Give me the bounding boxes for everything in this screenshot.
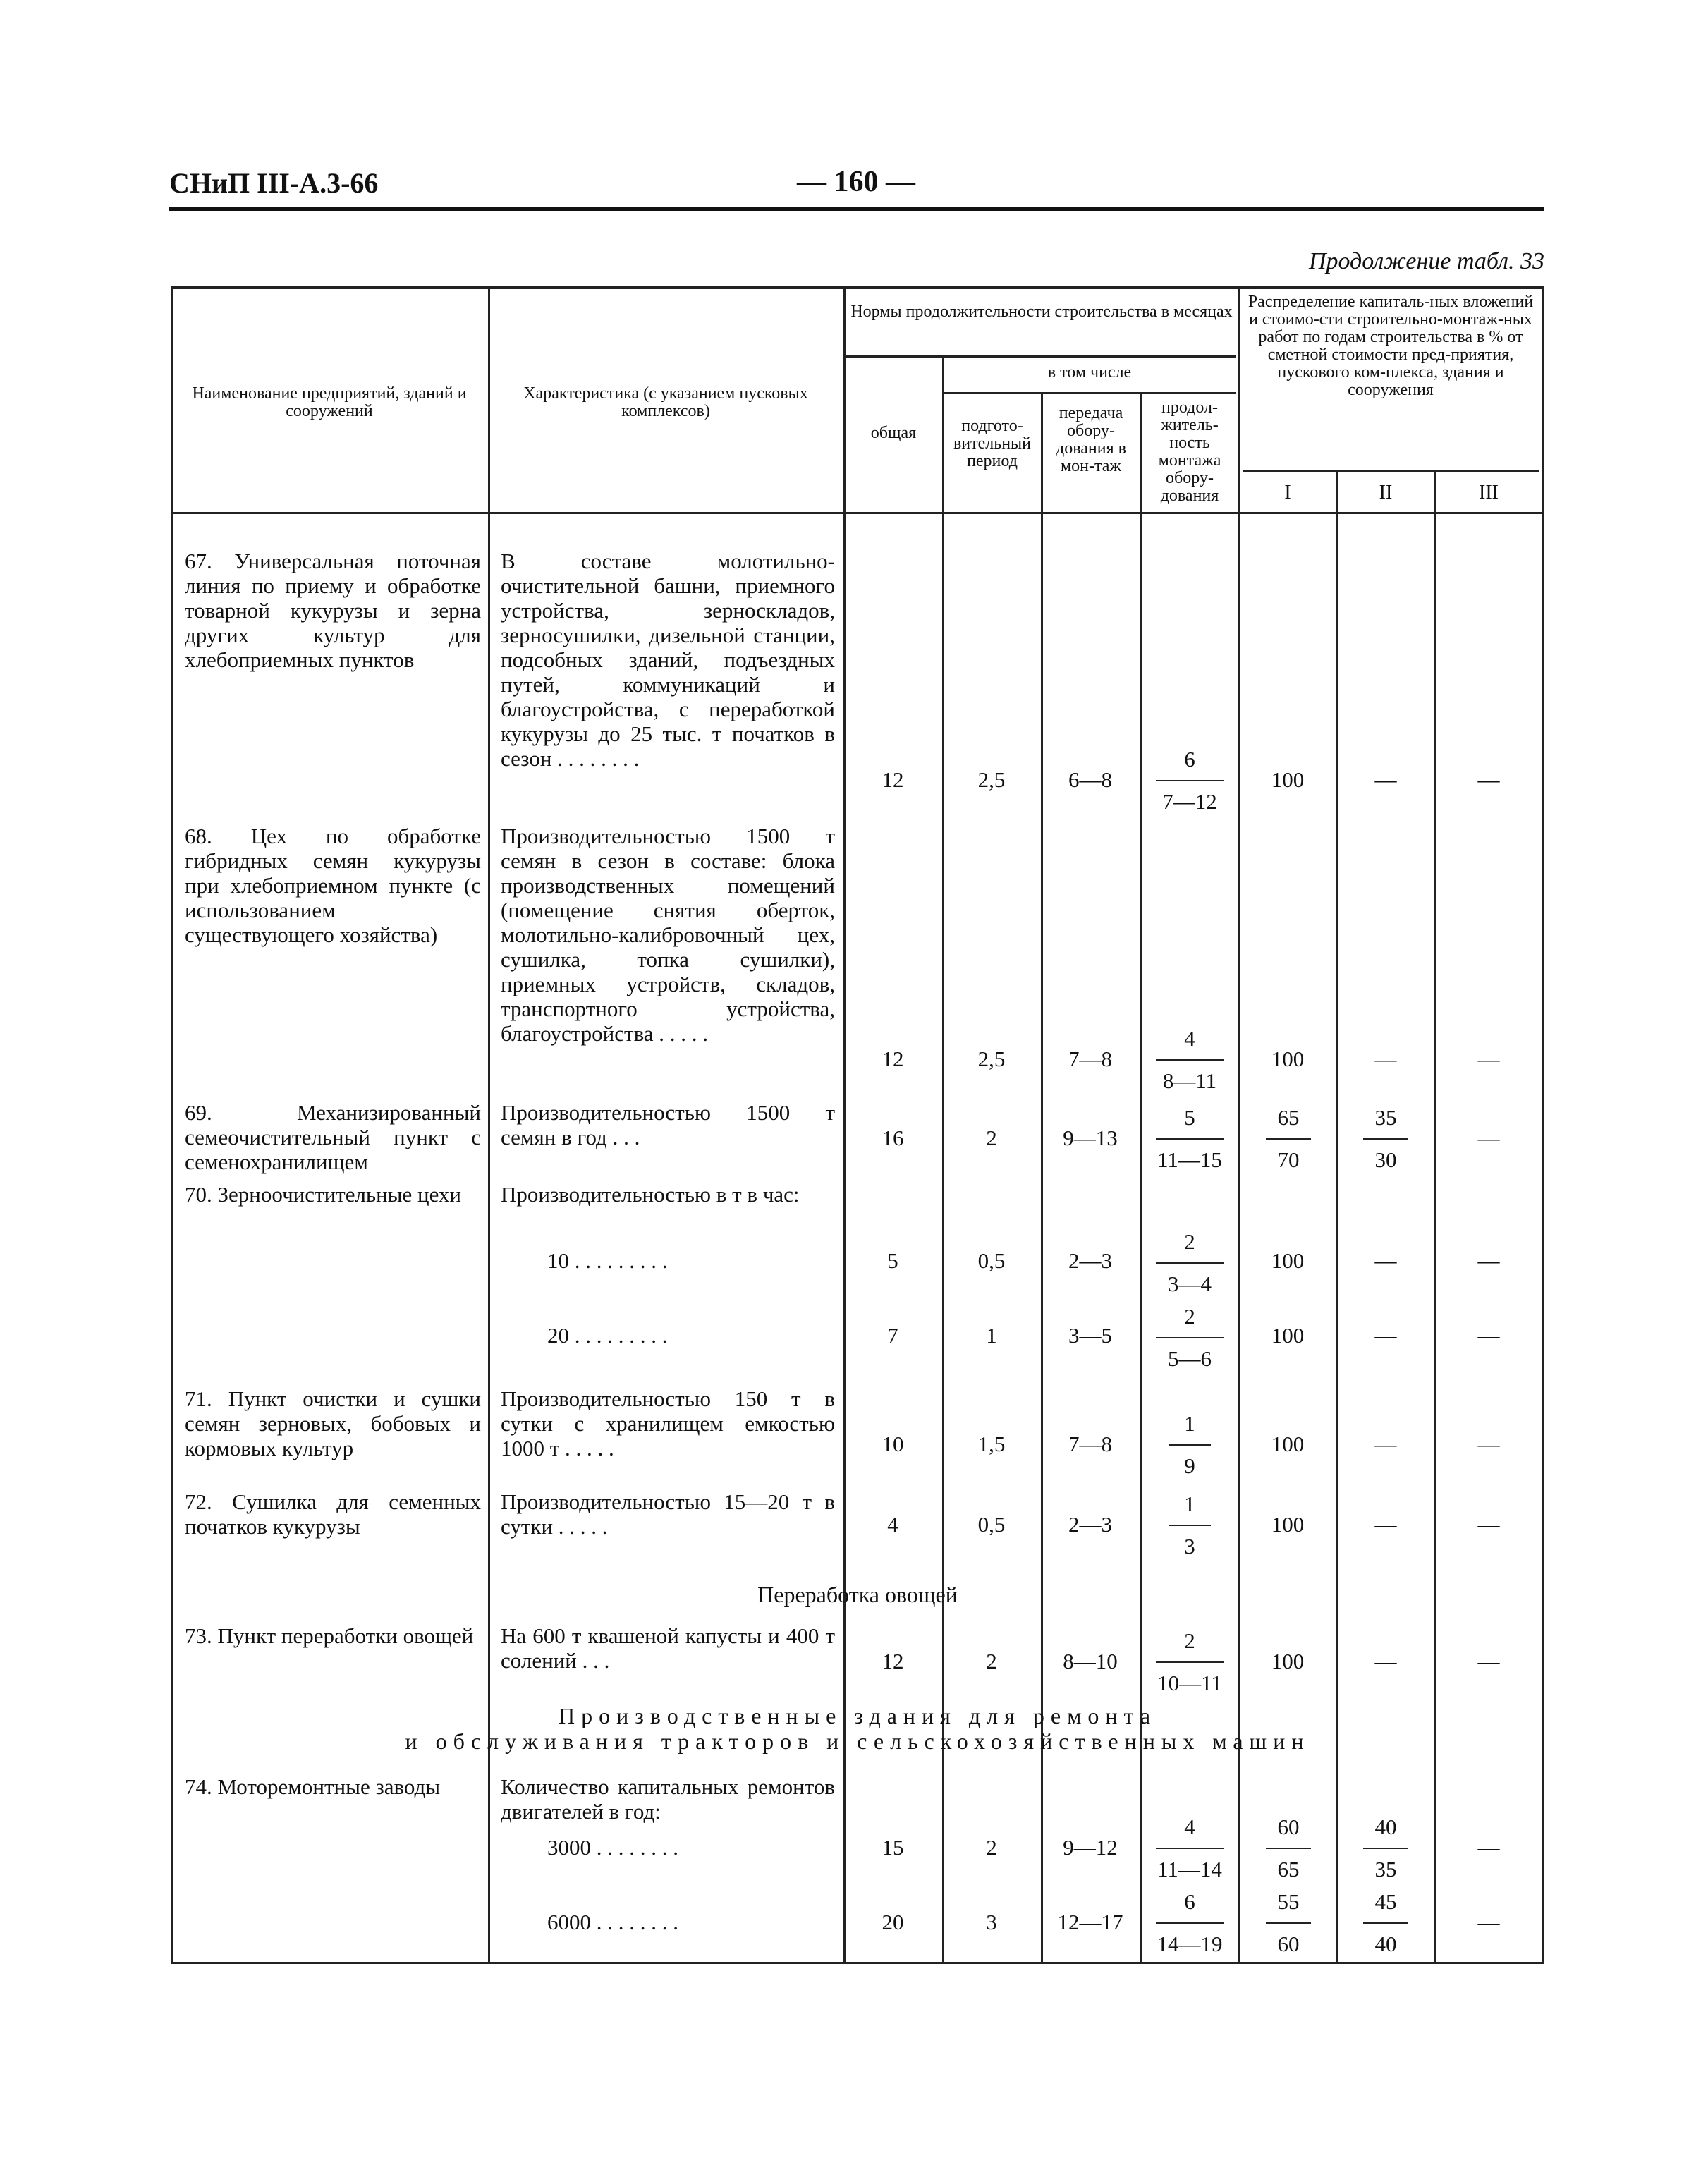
header-transfer: передача обору-дования в мон-таж xyxy=(1056,404,1126,475)
row-74a-year-2-top: 40 xyxy=(1374,1815,1397,1839)
row-69-prep: 2 xyxy=(986,1126,997,1150)
row-72-transfer: 2—3 xyxy=(1068,1512,1112,1537)
row-71-year-3: — xyxy=(1477,1432,1500,1456)
fraction-bar xyxy=(1266,1848,1311,1849)
row-67-mount-bottom: 7—12 xyxy=(1162,789,1217,814)
table-bottom-rule xyxy=(171,1962,1544,1964)
row-69-year-2 xyxy=(1347,1106,1425,1172)
row-74a-transfer: 9—12 xyxy=(1063,1835,1118,1860)
row-69-year-1-top: 65 xyxy=(1277,1105,1300,1130)
row-69-mount-top: 5 xyxy=(1184,1105,1195,1130)
header-norms: Нормы продолжительности строительства в месяцах xyxy=(850,303,1233,321)
row-74b-transfer: 12—17 xyxy=(1057,1910,1123,1934)
fraction-bar xyxy=(1363,1138,1408,1140)
page-number: — 160 — xyxy=(797,166,915,198)
fraction-bar xyxy=(1169,1444,1211,1446)
row-68-total: 12 xyxy=(882,1047,904,1071)
row-74b-total: 20 xyxy=(882,1910,904,1934)
table-continuation: Продолжение табл. 33 xyxy=(1308,248,1544,274)
col-sep xyxy=(1140,394,1142,512)
row-70-characteristic: Производительностью в т в час: xyxy=(501,1182,800,1207)
row-67-year-2: — xyxy=(1374,767,1397,792)
row-73-year-1: 100 xyxy=(1271,1649,1305,1673)
row-69-year-1 xyxy=(1250,1106,1327,1172)
row-70a-mount-top: 2 xyxy=(1184,1229,1195,1254)
row-74a-total: 15 xyxy=(882,1835,904,1860)
fraction-bar xyxy=(1156,1661,1224,1663)
header-distribution: Распределение капиталь-ных вложений и стоимо-сти строительно-монтаж-ных работ по годам строительства в % от сметной стоимости пред-приятия, пускового ком-плекса, здания и сооружения xyxy=(1248,293,1534,399)
header-mount: продол-житель-ность монтажа обору-дования xyxy=(1158,398,1221,505)
row-71-total: 10 xyxy=(882,1432,904,1456)
row-74b-prep: 3 xyxy=(986,1910,997,1934)
header-rule-norms xyxy=(843,355,1236,358)
row-70-name: 70. Зерноочистительные цехи xyxy=(185,1182,462,1207)
row-74a-characteristic: 3000 . . . . . . . . xyxy=(547,1835,678,1860)
row-74a-mount xyxy=(1151,1815,1228,1882)
row-74a-year-1-top: 60 xyxy=(1277,1815,1300,1839)
row-67-name: 67. Универсальная поточная линия по приему и обработке товарной кукурузы и зерна других культур для хлебоприемных пунктов xyxy=(185,549,481,672)
header-total: общая xyxy=(870,424,917,442)
fraction-bar xyxy=(1156,1848,1224,1849)
row-69-name: 69. Механизированный семеочистительный пункт с семенохранилищем xyxy=(185,1100,481,1174)
row-73-name: 73. Пункт переработки овощей xyxy=(185,1623,474,1648)
row-70a-year-2: — xyxy=(1374,1248,1397,1273)
col-sep xyxy=(1238,1770,1240,1962)
row-70b-transfer: 3—5 xyxy=(1068,1323,1112,1348)
row-71-mount-top: 1 xyxy=(1184,1411,1195,1436)
header-rule-including xyxy=(942,392,1236,394)
row-73-total: 12 xyxy=(882,1649,904,1673)
row-68-mount xyxy=(1151,1027,1228,1093)
row-74b-year-2 xyxy=(1347,1890,1425,1956)
row-67-characteristic: В составе молотильно-очистительной башни, приемного устройства, зерноскладов, зерносушилки, дизельной станции, подсобных зданий, подъездных путей, коммуникаций и благоустройства, с переработкой кукурузы до 25 тыс. т початков в сезон . . . . . . . . xyxy=(501,549,835,771)
row-68-prep: 2,5 xyxy=(977,1047,1006,1071)
col-sep xyxy=(843,289,846,512)
row-73-prep: 2 xyxy=(986,1649,997,1673)
row-67-transfer: 6—8 xyxy=(1068,767,1112,792)
col-sep xyxy=(1140,1770,1142,1962)
row-73-mount xyxy=(1151,1629,1228,1695)
row-70b-year-2: — xyxy=(1374,1323,1397,1348)
fraction-bar xyxy=(1363,1848,1408,1849)
row-74b-year-1-bottom: 60 xyxy=(1277,1932,1300,1956)
row-74a-mount-bottom: 11—14 xyxy=(1157,1857,1222,1882)
header-including: в том числе xyxy=(1047,363,1132,382)
row-69-year-1-bottom: 70 xyxy=(1277,1147,1300,1172)
row-69-year-2-top: 35 xyxy=(1374,1105,1397,1130)
row-70a-mount xyxy=(1151,1230,1228,1296)
section-vegetables: Переработка овощей xyxy=(757,1582,958,1607)
row-74a-year-2 xyxy=(1347,1815,1425,1882)
row-74a-year-1 xyxy=(1250,1815,1327,1882)
row-71-year-2: — xyxy=(1374,1432,1397,1456)
row-72-year-2: — xyxy=(1374,1512,1397,1537)
row-72-prep: 0,5 xyxy=(977,1512,1006,1537)
col-sep xyxy=(1041,394,1043,512)
row-72-total: 4 xyxy=(887,1512,898,1537)
row-67-mount xyxy=(1151,748,1228,814)
col-sep xyxy=(488,1618,490,1683)
col-sep xyxy=(488,1770,490,1962)
fraction-bar xyxy=(1156,1138,1224,1140)
row-68-mount-bottom: 8—11 xyxy=(1162,1068,1217,1093)
header-bottom-rule xyxy=(171,512,1544,514)
header-characteristic-column: Характеристика (с указанием пусковых комплексов) xyxy=(523,384,808,420)
row-68-mount-top: 4 xyxy=(1184,1026,1195,1051)
header-rule-years xyxy=(1243,470,1539,472)
row-74a-year-2-bottom: 35 xyxy=(1374,1857,1397,1882)
row-71-name: 71. Пункт очистки и сушки семян зерновых, бобовых и кормовых культур xyxy=(185,1386,481,1460)
norms-table xyxy=(171,286,1544,1965)
row-70a-prep: 0,5 xyxy=(977,1248,1006,1273)
row-74a-prep: 2 xyxy=(986,1835,997,1860)
row-72-mount-top: 1 xyxy=(1184,1492,1195,1516)
header-rule xyxy=(169,207,1544,211)
row-69-year-3: — xyxy=(1477,1126,1500,1150)
row-74a-year-1-bottom: 65 xyxy=(1277,1857,1300,1882)
row-73-mount-bottom: 10—11 xyxy=(1157,1671,1222,1695)
table-top-rule xyxy=(171,286,1544,289)
fraction-bar xyxy=(1363,1922,1408,1924)
row-70b-mount-bottom: 5—6 xyxy=(1168,1346,1212,1371)
row-70a-total: 5 xyxy=(887,1248,898,1273)
row-70b-total: 7 xyxy=(887,1323,898,1348)
row-70a-mount-bottom: 3—4 xyxy=(1168,1271,1212,1296)
row-68-year-3: — xyxy=(1477,1047,1500,1071)
row-70b-prep: 1 xyxy=(986,1323,997,1348)
row-72-characteristic: Производительностью 15—20 т в сутки . . . . . xyxy=(501,1489,835,1539)
row-70a-transfer: 2—3 xyxy=(1068,1248,1112,1273)
row-74b-year-3: — xyxy=(1477,1910,1500,1934)
header-year-2: II xyxy=(1379,482,1393,504)
col-sep xyxy=(488,289,490,512)
row-73-transfer: 8—10 xyxy=(1063,1649,1118,1673)
section-repair-title-line-1: Производственные здания для ремонта xyxy=(558,1703,1157,1728)
fraction-bar xyxy=(1156,1337,1224,1338)
row-73-year-3: — xyxy=(1477,1649,1500,1673)
header-name-column: Наименование предприятий, зданий и сооружений xyxy=(192,384,467,420)
row-70b-year-3: — xyxy=(1477,1323,1500,1348)
row-74b-mount-top: 6 xyxy=(1184,1889,1195,1914)
fraction-bar xyxy=(1266,1922,1311,1924)
row-70b-year-1: 100 xyxy=(1271,1323,1305,1348)
fraction-bar xyxy=(1156,780,1224,781)
col-sep xyxy=(1336,1770,1338,1962)
row-67-year-1: 100 xyxy=(1271,767,1305,792)
header-year-3: III xyxy=(1479,482,1499,504)
document-code: СНиП III-А.3-66 xyxy=(169,167,379,199)
row-74b-mount xyxy=(1151,1890,1228,1956)
fraction-bar xyxy=(1156,1059,1224,1061)
row-71-characteristic: Производительностью 150 т в сутки с хранилищем емкостью 1000 т . . . . . xyxy=(501,1386,835,1460)
row-74b-year-1-top: 55 xyxy=(1277,1889,1300,1914)
row-74-characteristic: Количество капитальных ремонтов двигателей в год: xyxy=(501,1774,835,1824)
row-72-mount-bottom: 3 xyxy=(1184,1534,1195,1559)
row-74b-year-1 xyxy=(1250,1890,1327,1956)
row-68-name: 68. Цех по обработке гибридных семян кукурузы при хлебоприемном пункте (с использованием существующего хозяйства) xyxy=(185,824,481,947)
row-71-transfer: 7—8 xyxy=(1068,1432,1112,1456)
row-71-mount-bottom: 9 xyxy=(1184,1453,1195,1478)
fraction-bar xyxy=(1156,1922,1224,1924)
row-67-total: 12 xyxy=(882,767,904,792)
row-73-characteristic: На 600 т квашеной капусты и 400 т солений . . . xyxy=(501,1623,835,1673)
row-71-prep: 1,5 xyxy=(977,1432,1006,1456)
row-69-total: 16 xyxy=(882,1126,904,1150)
row-72-year-1: 100 xyxy=(1271,1512,1305,1537)
row-70a-characteristic: 10 . . . . . . . . . xyxy=(547,1248,668,1273)
row-74b-characteristic: 6000 . . . . . . . . xyxy=(547,1910,678,1934)
row-74b-year-2-bottom: 40 xyxy=(1374,1932,1397,1956)
section-repair-title-line-2: и обслуживания тракторов и сельскохозяйственных машин xyxy=(405,1728,1310,1754)
row-70a-year-1: 100 xyxy=(1271,1248,1305,1273)
row-73-mount-top: 2 xyxy=(1184,1628,1195,1653)
fraction-bar xyxy=(1266,1138,1311,1140)
row-67-mount-top: 6 xyxy=(1184,747,1195,772)
row-69-mount-bottom: 11—15 xyxy=(1157,1147,1222,1172)
row-70b-mount-top: 2 xyxy=(1184,1304,1195,1329)
header-year-1: I xyxy=(1284,482,1291,504)
header-prep-period: подгото-вительный период xyxy=(953,417,1032,470)
row-74b-mount-bottom: 14—19 xyxy=(1157,1932,1223,1956)
row-68-characteristic: Производительностью 1500 т семян в сезон в составе: блока производственных помещений (помещение снятия оберток, молотильно-калибровочный цех, сушилка, топка сушилки), приемных устройств, складов, транспортного устройства, благоустройства . . . . . xyxy=(501,824,835,1046)
row-70b-characteristic: 20 . . . . . . . . . xyxy=(547,1323,668,1348)
row-69-mount xyxy=(1151,1106,1228,1172)
row-74a-year-3: — xyxy=(1477,1835,1500,1860)
row-70a-year-3: — xyxy=(1477,1248,1500,1273)
row-70b-mount xyxy=(1151,1305,1228,1371)
row-74a-mount-top: 4 xyxy=(1184,1815,1195,1839)
row-69-transfer: 9—13 xyxy=(1063,1126,1118,1150)
row-71-mount xyxy=(1151,1412,1228,1478)
col-sep xyxy=(1238,289,1240,512)
fraction-bar xyxy=(1156,1262,1224,1264)
row-68-year-2: — xyxy=(1374,1047,1397,1071)
row-72-mount xyxy=(1151,1492,1228,1559)
row-69-year-2-bottom: 30 xyxy=(1374,1147,1397,1172)
row-71-year-1: 100 xyxy=(1271,1432,1305,1456)
row-68-year-1: 100 xyxy=(1271,1047,1305,1071)
row-73-year-2: — xyxy=(1374,1649,1397,1673)
fraction-bar xyxy=(1169,1525,1211,1526)
row-72-year-3: — xyxy=(1477,1512,1500,1537)
row-69-characteristic: Производительностью 1500 т семян в год . . . xyxy=(501,1100,835,1149)
row-74b-year-2-top: 45 xyxy=(1374,1889,1397,1914)
row-67-year-3: — xyxy=(1477,767,1500,792)
row-67-prep: 2,5 xyxy=(977,767,1006,792)
row-72-name: 72. Сушилка для семенных початков кукурузы xyxy=(185,1489,481,1539)
row-68-transfer: 7—8 xyxy=(1068,1047,1112,1071)
col-sep xyxy=(1140,1618,1142,1683)
row-74-name: 74. Моторемонтные заводы xyxy=(185,1774,441,1799)
